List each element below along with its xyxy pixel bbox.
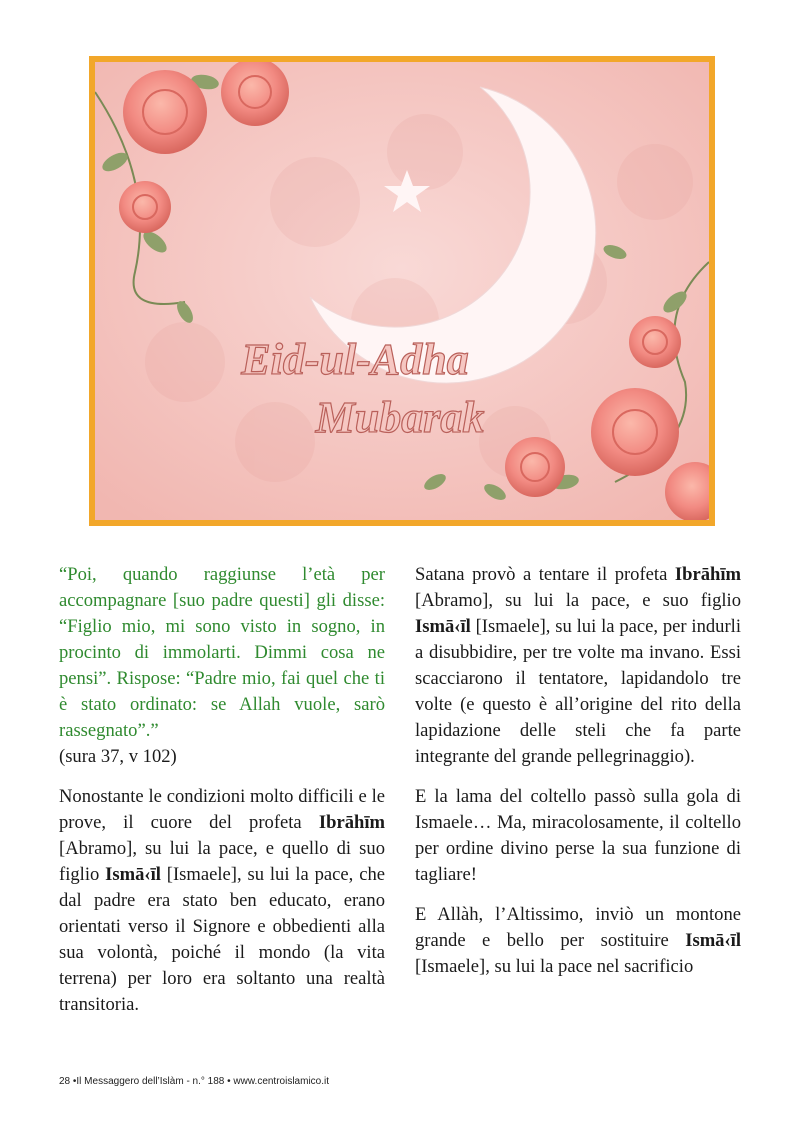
quran-quote — [59, 562, 385, 770]
eid-banner-image — [89, 56, 715, 526]
paragraph-blade: E la lama del coltello passò sulla gola di Ismaele… Ma, miracolosamente, il coltello per ordine divino perse la sua funzione di tagliare! — [415, 786, 741, 885]
name-ismail: Ismā‹īl — [105, 864, 161, 885]
text-segment: Nonostante le condizioni molto difficili e le prove, il cuore del profeta — [59, 786, 385, 833]
text-segment: Satana provò a tentare il profeta — [415, 564, 675, 585]
greeting-line-1: Eid-ul-Adha — [241, 335, 469, 384]
text-segment: [Abramo], su lui la pace, e suo figlio — [415, 590, 741, 611]
name-ismail: Ismā‹īl — [685, 930, 741, 951]
name-ismail: Ismā‹īl — [415, 616, 471, 637]
text-segment: [Abramo], su lui la pace, e quello di suo figlio — [59, 838, 385, 885]
text-segment: [Ismaele], su lui la pace, per indurli a disubbidire, per tre volte ma invano. Essi scacciarono il tentatore, lapidandolo tre volte (e questo è all’origine del rito della lapidazione delle steli che fa parte integrante del grande pellegrinaggio). — [415, 616, 741, 767]
text-segment: E Allàh, l’Altissimo, inviò un montone grande e bello per sostituire — [415, 904, 741, 951]
right-column — [415, 562, 741, 994]
text-segment: [Ismaele], su lui la pace nel sacrificio — [415, 956, 694, 977]
eid-banner-illustration — [95, 62, 709, 520]
greeting-line-2: Mubarak — [315, 393, 485, 442]
name-ibrahim: Ibrāhīm — [674, 564, 741, 585]
paragraph-conditions — [59, 784, 385, 1018]
left-column — [59, 562, 385, 1032]
page-number: 28 — [59, 1076, 71, 1087]
paragraph-ram — [415, 902, 741, 980]
quote-citation: (sura 37, v 102) — [59, 746, 177, 767]
name-ibrahim: Ibrāhīm — [318, 812, 385, 833]
website-link[interactable]: www.centroislamico.it — [233, 1076, 330, 1087]
text-segment: [Ismaele], su lui la pace, che dal padre era stato ben educato, erano orientati verso il Signore e obbedienti alla sua volontà, poiché il mondo (la vita terrena) per loro era soltanto una realtà transitoria. — [59, 864, 385, 1015]
quote-text: “Poi, quando raggiunse l’età per accompagnare [suo padre questi] gli disse: “Figlio mio, mi sono visto in sogno, in procinto di immolarti. Dimmi cosa ne pensi”. Rispose: “Padre mio, fai quel che ti è stato ordinato: se Allah vuole, sarò rassegnato”.” — [59, 564, 385, 741]
publication-name: •Il Messaggero dell’Islàm - n.° 188 • — [72, 1076, 231, 1087]
page-footer — [59, 1076, 329, 1087]
paragraph-satan — [415, 562, 741, 770]
